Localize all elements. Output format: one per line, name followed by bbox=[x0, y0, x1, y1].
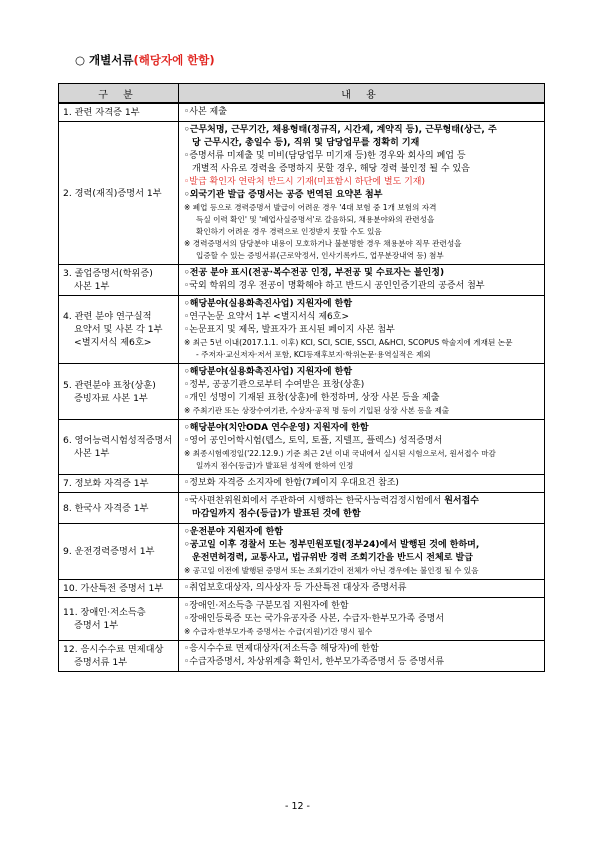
row-content bbox=[179, 296, 545, 364]
note-line bbox=[184, 626, 540, 638]
content-text: ◦장애인·저소득층 구분모집 지원자에 한함 bbox=[184, 601, 349, 611]
content-line bbox=[184, 189, 540, 202]
content-line bbox=[184, 422, 540, 435]
content-text: 마감일까지 점수(등급)가 발표된 것에 한함 bbox=[192, 509, 361, 519]
row-content bbox=[179, 524, 545, 580]
note-line bbox=[184, 250, 540, 262]
row-label-line: 요약서 및 사본 각 1부 bbox=[74, 324, 163, 335]
note-line bbox=[184, 448, 540, 460]
content-text: ◦개인 성명이 기재된 표창(상훈)에 한정하며, 상장 사본 등을 제출 bbox=[184, 393, 440, 403]
row-content bbox=[179, 493, 545, 524]
content-line bbox=[184, 366, 540, 379]
content-text: ※ 폐업 등으로 경력증명서 발급이 어려운 경우 '4대 보험 중 1개 보험의 자격 bbox=[184, 203, 437, 212]
table-row bbox=[59, 296, 545, 364]
content-line bbox=[184, 124, 540, 137]
content-line bbox=[184, 311, 540, 324]
content-line bbox=[184, 539, 540, 552]
content-text: ◦영어 공인어학시험(텝스, 토익, 토플, 지텔프, 플렉스) 성적증명서 bbox=[184, 436, 443, 446]
content-text: ◦발급 확인자 연락처 반드시 기재(미표함시 하단에 별도 기재) bbox=[184, 177, 426, 187]
row-label bbox=[59, 475, 179, 493]
row-content bbox=[179, 475, 545, 493]
row-label-line: 2. 경력(재직)증명서 1부 bbox=[63, 187, 162, 199]
content-text-emphasis: 원서접수 bbox=[444, 496, 479, 506]
row-label bbox=[59, 364, 179, 420]
note-line bbox=[184, 238, 540, 250]
title-highlight: (해당자에 한함) bbox=[133, 53, 215, 67]
table-row bbox=[59, 493, 545, 524]
content-line bbox=[184, 176, 540, 189]
content-text: 당 근무시간, 총일수 등), 직위 및 담당업무를 정확히 기재 bbox=[192, 138, 420, 148]
content-line bbox=[184, 495, 540, 508]
content-text: ◦해당분야(치안ODA 연수운영) 지원자에 한함 bbox=[184, 423, 369, 433]
note-line bbox=[184, 226, 540, 238]
content-text: ※ 주최기관 또는 상장수여기관, 수상자·공적 명 등이 기입된 상장 사본 등을 제출 bbox=[184, 406, 450, 415]
content-text: ◦해당분야(실용화촉진사업) 지원자에 한함 bbox=[184, 299, 353, 309]
note-line bbox=[184, 202, 540, 214]
content-line bbox=[184, 298, 540, 311]
content-text: ◦국사편찬위원회에서 주관하여 시행하는 한국사능력검정시험에서 bbox=[184, 496, 445, 506]
content-text: ◦해당분야(실용화촉진사업) 지원자에 한함 bbox=[184, 367, 353, 377]
content-line bbox=[184, 392, 540, 405]
row-label-line: 10. 가산특전 증명서 1부 bbox=[63, 583, 164, 594]
row-content bbox=[179, 598, 545, 641]
content-line bbox=[184, 324, 540, 337]
content-text: ※ 최종시험예정일('22.12.9.) 기준 최근 2년 이내 국내에서 실시된 시험으로서, 원서접수 마감 bbox=[184, 449, 496, 458]
note-line bbox=[184, 460, 540, 472]
content-line bbox=[184, 600, 540, 613]
content-line bbox=[184, 150, 540, 163]
content-line bbox=[184, 508, 540, 521]
table-row bbox=[59, 641, 545, 672]
row-label-line: <별지서식 제6호> bbox=[74, 337, 152, 348]
row-label bbox=[59, 598, 179, 641]
content-line bbox=[184, 643, 540, 656]
table-row bbox=[59, 364, 545, 420]
content-text: ◦외국기관 발급 증명서는 공증 번역된 요약본 첨부 bbox=[184, 190, 383, 200]
row-label-line: 1. 관련 자격증 1부 bbox=[63, 107, 140, 118]
content-text: ※ 공고일 이전에 발행된 증명서 또는 조회기간이 전체가 아닌 경우에는 불인정 될 수 있음 bbox=[184, 566, 479, 575]
row-label bbox=[59, 103, 179, 122]
content-text: ◦취업보호대상자, 의사상자 등 가산특전 대상자 증명서류 bbox=[184, 583, 407, 593]
row-label-line: 사본 1부 bbox=[74, 448, 110, 459]
row-content bbox=[179, 364, 545, 420]
content-text: - 주저자·교신저자·저서 포함, KCI등재후보지·학위논문·용역실적은 제외 bbox=[196, 350, 431, 359]
row-label bbox=[59, 296, 179, 364]
table-row bbox=[59, 103, 545, 122]
row-label-line: 9. 운전경력증명서 1부 bbox=[63, 546, 155, 557]
row-label bbox=[59, 265, 179, 296]
content-text: ◦논문표지 및 제목, 발표자가 표시된 페이지 사본 첨부 bbox=[184, 325, 395, 335]
content-text: 득실 이력 확인' 및 '폐업사실증명서'로 갈음하되, 채용분야와의 관련성을 bbox=[196, 215, 435, 224]
row-label-line: 7. 정보화 자격증 1부 bbox=[63, 478, 149, 489]
content-line bbox=[184, 435, 540, 448]
content-text: ◦연구논문 요약서 1부 <별지서식 제6호> bbox=[184, 312, 350, 322]
row-label-line: 11. 장애인·저소득층 bbox=[63, 607, 146, 618]
row-label bbox=[59, 493, 179, 524]
content-text: ◦응시수수료 면제대상자(저소득층 해당자)에 한함 bbox=[184, 644, 379, 654]
row-label bbox=[59, 524, 179, 580]
table-row bbox=[59, 580, 545, 598]
row-content bbox=[179, 580, 545, 598]
content-text: ◦전공 분야 표시(전공·복수전공 인정, 부전공 및 수료자는 불인정) bbox=[184, 268, 445, 278]
row-label-line: 사본 1부 bbox=[74, 281, 110, 292]
content-text: ◦수급자증명서, 차상위계층 확인서, 한부모가족증명서 등 증명서류 bbox=[184, 657, 445, 667]
content-text: ◦공고일 이후 경찰서 또는 정부민원포털(정부24)에서 발행된 것에 한하며, bbox=[184, 540, 480, 550]
row-content bbox=[179, 641, 545, 672]
content-line bbox=[184, 106, 540, 119]
section-title bbox=[75, 52, 215, 68]
row-label-line: 6. 영어능력시험성적증명서 bbox=[63, 435, 173, 446]
row-label bbox=[59, 122, 179, 265]
content-line bbox=[184, 526, 540, 539]
row-label bbox=[59, 580, 179, 598]
row-content bbox=[179, 265, 545, 296]
row-content bbox=[179, 122, 545, 265]
table-row bbox=[59, 122, 545, 265]
row-label-line: 12. 응시수수료 면제대상 bbox=[63, 644, 164, 655]
page-number: - 12 - bbox=[285, 801, 310, 812]
content-line bbox=[184, 379, 540, 392]
content-text: 확인하기 어려운 경우 경력으로 인정받지 못할 수도 있음 bbox=[196, 227, 382, 236]
table-row bbox=[59, 265, 545, 296]
row-label-line: 3. 졸업증명서(학위증) bbox=[63, 268, 153, 279]
table-header-row bbox=[59, 84, 545, 104]
content-text: ◦장애인등록증 또는 국가유공자증 사본, 수급자·한부모가족 증명서 bbox=[184, 614, 445, 624]
header-content: 내 용 bbox=[179, 84, 545, 104]
bullet-circle-icon: ○ bbox=[75, 53, 86, 67]
row-label-line: 증빙자료 사본 1부 bbox=[74, 392, 148, 404]
header-category: 구 분 bbox=[59, 84, 179, 104]
table-row bbox=[59, 420, 545, 475]
row-label bbox=[59, 641, 179, 672]
row-label-line: 증명서류 1부 bbox=[74, 657, 128, 668]
content-text: 일까지 점수(등급)가 발표된 성적에 한하여 인정 bbox=[196, 461, 354, 470]
content-line bbox=[184, 280, 540, 293]
content-text: ◦근무처명, 근무기간, 채용형태(정규직, 시간제, 계약직 등), 근무형태(상근, 주 bbox=[184, 125, 497, 135]
content-text: ※ 최근 5년 이내(2017.1.1. 이후) KCI, SCI, SCIE, SSCI, A&HCI, SCOPUS 학술지에 게재된 논문 bbox=[184, 338, 513, 347]
content-text: ※ 경력증명서의 담당분야 내용이 모호하거나 불분명한 경우 채용분야 직무 관련성을 bbox=[184, 239, 462, 248]
note-line bbox=[184, 565, 540, 577]
documents-table bbox=[58, 83, 545, 672]
content-line bbox=[184, 163, 540, 176]
row-label-line: 4. 관련 분야 연구실적 bbox=[63, 311, 152, 322]
table-row bbox=[59, 475, 545, 493]
row-label-line: 8. 한국사 자격증 1부 bbox=[63, 502, 149, 514]
content-line bbox=[184, 552, 540, 565]
content-text: ※ 수급자·한부모가족 증명서는 수급(지원)기간 명시 필수 bbox=[184, 627, 373, 636]
content-line bbox=[184, 613, 540, 626]
row-label-line: 5. 관련분야 표창(상훈) bbox=[63, 379, 156, 391]
note-line bbox=[184, 214, 540, 226]
content-text: ◦국외 학위의 경우 전공이 명확해야 하고 반드시 공인인증기관의 공증서 첨부 bbox=[184, 281, 485, 291]
row-label bbox=[59, 420, 179, 475]
title-main: 개별서류 bbox=[89, 53, 134, 67]
note-line bbox=[184, 405, 540, 417]
content-text: 개별적 사유로 경력을 증명하지 못할 경우, 해당 경력 불인정 될 수 있음 bbox=[192, 164, 470, 174]
table-row bbox=[59, 598, 545, 641]
note-line bbox=[184, 337, 540, 349]
content-line bbox=[184, 477, 540, 490]
content-text: ◦정보화 자격증 소지자에 한함(7페이지 우대요건 참조) bbox=[184, 478, 399, 488]
row-content bbox=[179, 420, 545, 475]
content-text: ◦정부, 공공기관으로부터 수여받은 표창(상훈) bbox=[184, 380, 365, 390]
row-content bbox=[179, 103, 545, 122]
note-line bbox=[184, 349, 540, 361]
content-text: ◦운전분야 지원자에 한함 bbox=[184, 527, 283, 537]
content-text: ◦증명서류 미제출 및 미비(담당업무 미기재 등)한 경우와 회사의 폐업 등 bbox=[184, 151, 466, 161]
content-text: ◦사본 제출 bbox=[184, 107, 227, 117]
content-line bbox=[184, 656, 540, 669]
content-line bbox=[184, 267, 540, 280]
content-text: 운전면허경력, 교통사고, 법규위반 경력 조회기간을 반드시 전체로 발급 bbox=[192, 553, 473, 563]
table-row bbox=[59, 524, 545, 580]
content-line bbox=[184, 582, 540, 595]
content-text: 입증할 수 있는 증빙서류(근로약정서, 인사기록카드, 업무분장내역 등) 첨부 bbox=[196, 251, 444, 260]
row-label-line: 증명서 1부 bbox=[74, 620, 119, 631]
content-line bbox=[184, 137, 540, 150]
